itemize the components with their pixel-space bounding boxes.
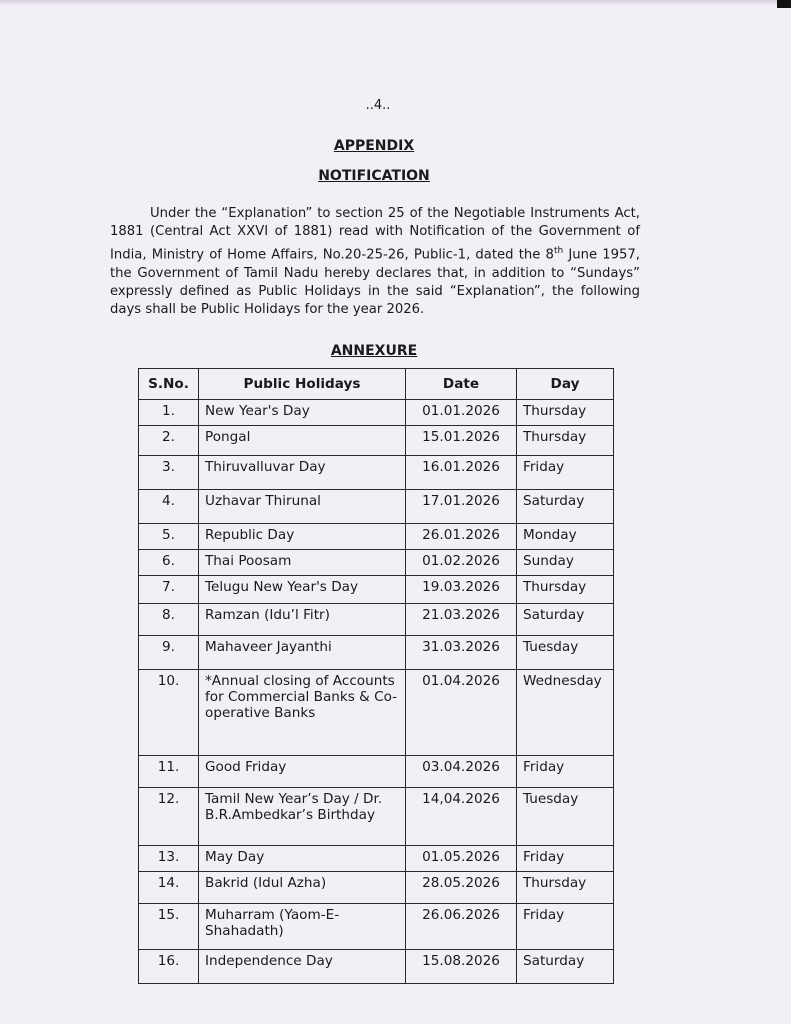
row-sno: 6. (139, 550, 199, 576)
row-sno: 1. (139, 400, 199, 426)
holidays-table (138, 368, 614, 984)
scan-top-shade (0, 0, 791, 6)
row-holiday-name: New Year's Day (199, 400, 406, 426)
row-holiday-name: Good Friday (199, 756, 406, 788)
header-sno: S.No. (139, 369, 199, 400)
row-sno: 2. (139, 426, 199, 456)
row-date: 01.01.2026 (406, 400, 517, 426)
row-sno: 9. (139, 636, 199, 670)
row-date: 26.01.2026 (406, 524, 517, 550)
row-sno: 7. (139, 576, 199, 604)
row-holiday-name: Tamil New Year’s Day / Dr. B.R.Ambedkar’s Birthday (199, 788, 406, 846)
row-sno: 14. (139, 872, 199, 904)
row-date: 26.06.2026 (406, 904, 517, 950)
table-row (139, 426, 614, 456)
table-row (139, 456, 614, 490)
row-day: Friday (517, 904, 614, 950)
table-row (139, 904, 614, 950)
row-sno: 11. (139, 756, 199, 788)
notification-paragraph (110, 205, 640, 320)
page-number: ..4.. (365, 98, 391, 113)
table-row (139, 524, 614, 550)
row-holiday-name: Telugu New Year's Day (199, 576, 406, 604)
row-sno: 13. (139, 846, 199, 872)
row-day: Sunday (517, 550, 614, 576)
table-row (139, 670, 614, 756)
row-holiday-name: Uzhavar Thirunal (199, 490, 406, 524)
row-holiday-name: Independence Day (199, 950, 406, 984)
row-date: 17.01.2026 (406, 490, 517, 524)
row-holiday-name: Thai Poosam (199, 550, 406, 576)
row-sno: 10. (139, 670, 199, 756)
row-day: Thursday (517, 576, 614, 604)
row-date: 15.01.2026 (406, 426, 517, 456)
table-row (139, 788, 614, 846)
row-sno: 5. (139, 524, 199, 550)
row-day: Tuesday (517, 636, 614, 670)
row-holiday-name: May Day (199, 846, 406, 872)
row-day: Friday (517, 456, 614, 490)
annexure-heading: ANNEXURE (330, 343, 418, 359)
table-row (139, 756, 614, 788)
paragraph-part2: June 1957, the Government of Tamil Nadu hereby declares that, in addition to “Sundays” expressly defined as Public Holidays in the said “Explanation”, the following days shall be Public Holidays for the year 2026. (110, 247, 640, 318)
table-row (139, 846, 614, 872)
row-day: Thursday (517, 426, 614, 456)
table-row (139, 550, 614, 576)
row-date: 16.01.2026 (406, 456, 517, 490)
row-holiday-name: Ramzan (Idu’l Fitr) (199, 604, 406, 636)
row-sno: 4. (139, 490, 199, 524)
row-holiday-name: Muharram (Yaom-E-Shahadath) (199, 904, 406, 950)
table-header-row (139, 369, 614, 400)
table-row (139, 950, 614, 984)
table-row (139, 490, 614, 524)
row-date: 01.05.2026 (406, 846, 517, 872)
row-date: 01.04.2026 (406, 670, 517, 756)
row-day: Thursday (517, 400, 614, 426)
row-date: 14,04.2026 (406, 788, 517, 846)
table-row (139, 636, 614, 670)
header-date: Date (406, 369, 517, 400)
header-day: Day (517, 369, 614, 400)
row-sno: 16. (139, 950, 199, 984)
row-holiday-name: Republic Day (199, 524, 406, 550)
row-date: 03.04.2026 (406, 756, 517, 788)
row-day: Monday (517, 524, 614, 550)
paragraph-superscript: th (553, 245, 564, 256)
row-day: Friday (517, 846, 614, 872)
row-holiday-name: Pongal (199, 426, 406, 456)
row-date: 15.08.2026 (406, 950, 517, 984)
row-date: 19.03.2026 (406, 576, 517, 604)
paragraph-part1: Under the “Explanation” to section 25 of the Negotiable Instruments Act, 1881 (Central Act XXVI of 1881) read with Notification of the Government of India, Ministry of Home Affairs, No.20-25-26, Public-1, dated the 8 (110, 206, 640, 263)
row-holiday-name: *Annual closing of Accounts for Commercial Banks & Co-operative Banks (199, 670, 406, 756)
row-day: Saturday (517, 604, 614, 636)
notification-heading: NOTIFICATION (318, 168, 430, 184)
row-sno: 3. (139, 456, 199, 490)
header-holiday: Public Holidays (199, 369, 406, 400)
row-holiday-name: Bakrid (Idul Azha) (199, 872, 406, 904)
row-sno: 12. (139, 788, 199, 846)
row-day: Tuesday (517, 788, 614, 846)
appendix-heading: APPENDIX (333, 138, 415, 154)
table-row (139, 604, 614, 636)
row-day: Saturday (517, 950, 614, 984)
row-day: Saturday (517, 490, 614, 524)
row-sno: 15. (139, 904, 199, 950)
table-row (139, 872, 614, 904)
row-holiday-name: Mahaveer Jayanthi (199, 636, 406, 670)
row-holiday-name: Thiruvalluvar Day (199, 456, 406, 490)
row-date: 31.03.2026 (406, 636, 517, 670)
table-row (139, 576, 614, 604)
row-day: Friday (517, 756, 614, 788)
row-day: Wednesday (517, 670, 614, 756)
row-sno: 8. (139, 604, 199, 636)
row-date: 21.03.2026 (406, 604, 517, 636)
scan-page-edge (777, 0, 791, 8)
row-date: 28.05.2026 (406, 872, 517, 904)
row-day: Thursday (517, 872, 614, 904)
table-row (139, 400, 614, 426)
row-date: 01.02.2026 (406, 550, 517, 576)
